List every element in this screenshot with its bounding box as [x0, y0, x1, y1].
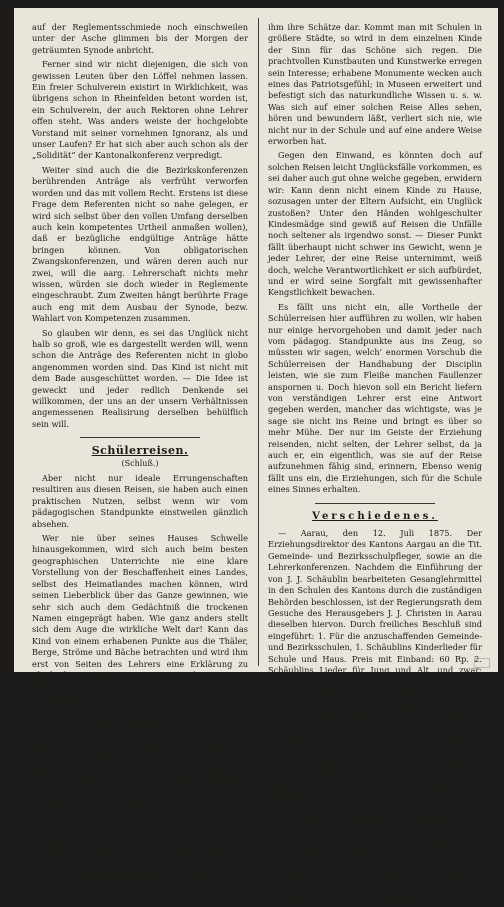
paragraph: — Aarau, den 12. Juli 1875. Der Erziehungsdirektor des Kantons Aargau an die Tit. Gemeinde- und Bezirksschulpfleger, sowie an die Lehrerkonferenzen. Nachdem die Einführung der von J. J. Schäublin bearbeiteten Gesanglehrmittel in den Schulen des Kantons durch die zuständigen Behörden beschlossen, ist der Regierungsrath dem Gesuche des Herausgebers J. J. Christen in Aarau dieselben hiervon. Durch freiliches Beschluß sind eingeführt: 1. Für die anzuschaffenden Gemeinde- und Bezirksschulen, 1. Schäublins Kinderlieder für Schule und Haus. Preis mit Einband: 60 Rp. 2. Schäublins Lieder für Jung und Alt, und zwar: Erstes Bändchen: Preis mit Einband: 60 Rp. Zweites Bändchen: Preis mit Einband: Fr. 1. III. Für die Stufe: 1. Die Lehrerausgabe mit Anhang. Preis mit Einband: 80 Rp. 2. Die Schülerausgabe. Preis mit Einband: 75 Rp. 3. Das Tabellenwerk in Bogen. Preis: Fr. 7. 50. III. Es ist die Vertheilung dieser Lehrmittel an den Gesangunterricht, so ist in einem Exemplar, Schäublins Gesanglehrmittel, Preis mit Einband: in Vorrath vorhanden. Um den betreffenden Kommissionär die Gemeinde, die Gesanglehrer zu sorgen, daß die gleich im Anfang der Schäublin'schen Gesanglehrer in der Schülerausgabe verbreitet. Die Verlagshandlung hat laut Vertrag verpflichtet, den genannten Lehrmitteln die hiefür bestimmten Lehrmittel zu einem Preise zu liefern, der in der Höhe als die Preise sonst üblich kosten werden. Preis mit Einband, Preis in den Bezirksschulen, gleichzeitig der Schule der, Preis ohne Einband mit Verlagshandlung ebenso aufgehoben dürfen. — [268, 528, 482, 904]
section-divider — [315, 503, 435, 504]
document-page — [14, 8, 498, 904]
paragraph: Es fällt uns nicht ein, alle Vortheile der Schülerreisen hier aufführen zu wollen, wir haben nur einige hervorgehoben und damit jeder nach vom pädagog. Standpunkte aus ins Zeug, so müssten wir sagen, welch' enormen Vorschub die Schülerreisen der Handhabung der Disciplin leisten, wie sie zum Fleiße manchen Faullenzer anspornen u. Doch hievon soll ein Bericht liefern von verständigen Lehrer erst eine Antwort gegeben werden, mancher das wichtigste, was je sage sie nicht ins Reine und bringt es über so mehr Mühe. Der nur im Geiste der Erziehung reisenden, nicht selten, der Lehrer selbst, da ja auch er, ein eigentlich, was sie auf der Reise aufzunehmen fähig sind, erinnern, Ebenso wenig fällt uns ein, die Erziehungen, sich für die Schule eines Sinnes erhalten. — [268, 301, 482, 495]
paragraph: So glauben wir denn, es sei das Unglück nicht halb so groß, wie es dargestellt werden will, wenn schon die Anträge des Referenten nicht in globo angenommen worden sind. Das Kind ist nicht mit dem Bade ausgeschüttet worden. — Die Idee ist geweckt und jeder redlich Denkende sei willkommen, der uns an der unsern Verhältnissen angemessenen Realisirung derselben behülflich sein will. — [32, 327, 248, 429]
section-divider — [80, 437, 200, 438]
paragraph: Aber nicht nur das Vaterland lernt der junge Reisende kennen und lieben; er lernt sich fühlen als Bürger der Welt, als Glied eines vielgestaltigen Organismus. Die verschiedenen Erdtheile, das Alterthum, die Kunst, die Natur bieten ihm — [32, 824, 248, 880]
paragraph: Ferner sind wir nicht diejenigen, die sich von gewissen Leuten über den Löffel nehmen lassen. Ein freier Schulverein existirt in Wirklichkeit, was übrigens schon in Rheinfelden betont worden ist, ein Schulverein, der auch Rektoren ohne Lehrer offen steht. Was anders weiste der hochgelobte Vorstand mit seiner vornehmen Ignoranz, als und unser Laufen? Er hat sich aber auch schon als der „Solidität“ der Kantonalkonferenz verpredigt. — [32, 59, 248, 161]
paragraph: Führt man das kleine Heer erst auf einen von der Natur besonders begünstigten Fleck Erde, der zudem auch historisch ehr- und merkwürdig ist, wird da nicht das junge Herz höher schlagen bei dem Gefühle, Bürger dieses so einen schönen Vaterlandes zu sein? Kaum und frohlockend wird sich die Brust in die freie, frische Gotteswelt hinaus. Da wird der junge Sänger, was Singen ist, wo möglich bei mit Lust: „Mein schön gebautes Vaterland, wie sehr ich dir dankbar bin!“ — [32, 707, 248, 820]
paragraph: Wer nie über seines Hauses Schwelle hinausgekommen, wird sich auch beim besten geographischen Unterrichte nie eine klare Vorstellung von der Beschaffenheit eines Landes, selbst des Heimatlandes machen können, wird seinen Lieberblick über das Ganze gewinnen, wie sehr sich auch dem Gedächtniß die trockenen Namen eingeprägt haben. Wie ganz anders stellt sich dem Auge die wirkliche Welt dar! Kann das Kind von einem erhabenen Punkte aus die Thäler, Berge, Ströme und Bäche betrachten und wird ihm erst von Seiten des Lehrers eine Erklärung zu Theil, da gewinnt es in einer Stunde an geogr. Wissen mehr als in ganz andern in der dumpfen Schulstube. — [32, 533, 248, 703]
section-title: Verschiedenes. — [312, 510, 438, 522]
paragraph: auf der Reglementsschmiede noch einschweilen unter der Asche glimmen bis der Morgen der geträumten Synode anbricht. — [32, 22, 248, 55]
section-subtitle: (Schluß.) — [121, 458, 159, 468]
paragraph: ihm ihre Schätze dar. Kommt man mit Schulen in größere Städte, so wird in dem einzelnen Kinde der Sinn für das Schöne sich regen. Die prachtvollen Kunstbauten und Kunstwerke erregen sein Interesse; erhabene Monumente wecken auch eines das Patriotsgefühl; in Museen erweitert und befestigt sich das naturkundliche Wissen u. s. w. Was sich auf einer solchen Reise Alles sehen, hören und bewundern läßt, verliert sich nie, wie nicht nur in der Schule und auf eine andere Weise erworben hat. — [268, 22, 482, 147]
section-title: Schülerreisen. — [91, 444, 189, 458]
right-column — [268, 22, 482, 907]
column-rule — [258, 18, 259, 666]
paragraph: Gegen den Einwand, es könnten doch auf solchen Reisen leicht Unglücksfälle vorkommen, es sei daher auch gut ohne welche gegeben, erwidern wir: Kann denn nicht einem Kinde zu Hause, sozusagen unter der Eltern Aufsicht, ein Unglück zustoßen? Unter den Händen wohlgeschulter Kindesmädge sind gewiß auf Reisen die Unfälle noch seltener als irgendwo sonst. — Dieser Punkt fällt überhaupt nicht schwer ins Gewicht, wenn je jeder Lehrer, der eine Reise unternimmt, weiß doch, welche Verantwortlichkeit er sich aufbürdet, und er wird seine Sorgfalt mit gewissenhafter Kengstlichkeit bewachen. — [268, 150, 482, 298]
paragraph: Weiter sind auch die die Bezirkskonferenzen berührenden Anträge als verfrüht verworfen worden und das mit vollem Recht. Erstens ist diese Frage dem Referenten nicht so nahe gelegen, er wird sich selbst über den vollen Umfang derselben auch kein kompetentes Urtheil anmaßen wollen), daß er bezügliche endgültige Anträge hätte bringen können. Von obligatorischen Zwangskonferenzen, und wären deren auch nur zwei, will die aarg. Lehrerschaft nichts mehr wissen, würden sie doch wieder in Reglemente eingeschraubt. Zum Zweiten hängt berührte Frage auch eng mit dem Ausbau der Synode, bezw. Wahlart von Kompetenzen zusammen. — [32, 164, 248, 324]
paragraph: Aber nicht nur ideale Errungenschaften resultiren aus diesen Reisen, sie haben auch einen praktischen Nutzen, selbst wenn wir vom pädagogischen Standpunkte einstweilen gänzlich absehen. — [32, 473, 248, 529]
page-corner-mark — [474, 658, 490, 668]
left-column — [32, 22, 248, 884]
